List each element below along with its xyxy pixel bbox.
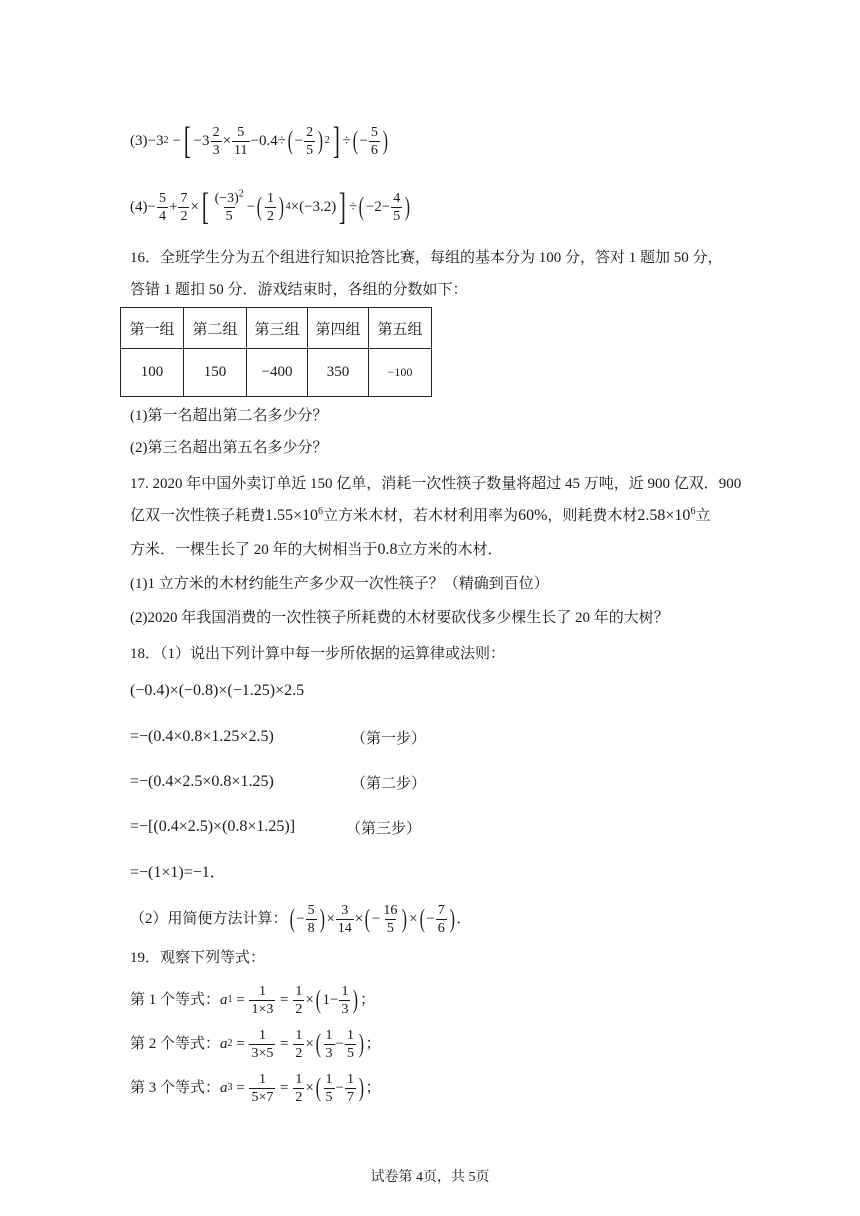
table-cell: −400 [247, 349, 308, 397]
fraction: $\frac{7}{6}$ [437, 902, 445, 936]
fraction: $\frac{2}{5}$ [306, 124, 314, 158]
table-cell: 100 [121, 349, 184, 397]
part-label: (3) [130, 133, 148, 149]
table-cell: 350 [308, 349, 369, 397]
fraction: $\frac{1}{2}$ [266, 190, 274, 224]
fraction: $\frac{16}{5}$ [383, 902, 398, 936]
fraction: $\frac{(-3)^2}{5}$ [214, 187, 244, 224]
q15-part4-expression: (4) − $\frac{5}{4}$ + $\frac{7}{2}$ × [ $\frac{(-3)^2}{5}$ − ( $\frac{1}{2}$ ) 4 ×(−3.2) ] ÷ ( −2− $\frac{4}{5}$ ) [130, 186, 411, 228]
table-header-cell: 第四组 [308, 308, 369, 349]
scores-table [120, 307, 432, 397]
fraction: $\frac{1}{2}$ [295, 983, 303, 1017]
q18-step1: =−(0.4×0.8×1.25×2.5) [130, 728, 274, 745]
fraction: $\frac{1}{3\times 5}$ [251, 1027, 274, 1061]
q18-step2: =−(0.4×2.5×0.8×1.25) [130, 773, 274, 790]
q17-text-line2: 亿双一次性筷子耗费$1.55\times 10^6$立方米木材，若木材利用率为60%，则耗费木材$2.58\times 10^6$立 [130, 506, 711, 524]
q19-equation-3: 第 3 个等式： a 3 = $\frac{1}{5\times 7}$ = $\frac{1}{2}$ × ( $\frac{1}{5}$ − $\frac{1}{7}$ ) ； [130, 1071, 381, 1105]
q17-sub2: (2)2020 年我国消费的一次性筷子所耗费的木材要砍伐多少棵生长了 20 年的大树？ [130, 610, 669, 626]
q18-part2-label: （2）用简便方法计算： [130, 911, 288, 927]
q17-text-line1: 17. 2020 年中国外卖订单近 150 亿单，消耗一次性筷子数量将超过 45 万吨，近 900 亿双．900 [130, 476, 742, 492]
right-bracket: ] [332, 120, 340, 162]
table-header-cell: 第三组 [247, 308, 308, 349]
q16-text-line1: 16．全班学生分为五个组进行知识抢答比赛，每组的基本分为 100 分，答对 1 题加 50 分， [130, 250, 723, 266]
fraction: $\frac{1}{2}$ [295, 1071, 303, 1105]
q18-step3-note: （第三步） [346, 821, 422, 837]
fraction: $\frac{5}{8}$ [307, 902, 315, 936]
table-header-cell: 第五组 [369, 308, 432, 349]
q18-step1-note: （第一步） [351, 731, 427, 747]
left-bracket: [ [183, 120, 191, 162]
table-header-cell: 第二组 [184, 308, 247, 349]
fraction: $\frac{1}{3}$ [341, 983, 349, 1017]
q19-equation-2: 第 2 个等式： a 2 = $\frac{1}{3\times 5}$ = $\frac{1}{2}$ × ( $\frac{1}{3}$ − $\frac{1}{5}$ ) ； [130, 1027, 381, 1061]
part-label: (4) [130, 199, 148, 215]
fraction: $\frac{3}{14}$ [337, 902, 352, 936]
fraction: $\frac{5}{4}$ [158, 190, 166, 224]
q18-intro: 18．（1）说出下列计算中每一步所依据的运算律或法则： [130, 646, 506, 662]
table-cell: 150 [184, 349, 247, 397]
q19-intro: 19．观察下列等式： [130, 950, 266, 966]
q16-text-line2: 答错 1 题扣 50 分．游戏结束时，各组的分数如下： [130, 282, 468, 298]
table-header-row [121, 308, 432, 349]
q16-sub2: (2)第三名超出第五名多少分？ [130, 440, 328, 456]
table-cell: −100 [369, 349, 432, 397]
fraction: $\frac{7}{2}$ [180, 190, 188, 224]
q18-step4: =−(1×1)=−1． [130, 864, 226, 881]
q18-step2-note: （第二步） [351, 776, 427, 792]
q18-step3: =−[(0.4×2.5)×(0.8×1.25)] [130, 818, 296, 835]
fraction: $\frac{1}{2}$ [295, 1027, 303, 1061]
q15-part3-expression: (3) −3 2 − [ −3 $\frac{2}{3}$ × $\frac{5}{11}$ −0.4÷ ( − $\frac{2}{5}$ ) 2 ] ÷ ( − $\frac{5}{6}$ ) [130, 120, 388, 162]
q17-sub1: (1)1 立方米的木材约能生产多少双一次性筷子？（精确到百位） [130, 576, 549, 592]
q18-part2: （2）用简便方法计算： ( − $\frac{5}{8}$ ) × $\frac{3}{14}$ × ( − $\frac{16}{5}$ ) × ( − $\frac{7}{6}$ ) ． [130, 902, 472, 936]
fraction: $\frac{1}{5}$ [325, 1071, 333, 1105]
left-bracket: [ [201, 186, 209, 228]
fraction: $\frac{1}{1\times 3}$ [251, 983, 274, 1017]
right-bracket: ] [339, 186, 347, 228]
page-footer: 试卷第 4页，共 5页 [370, 1170, 490, 1185]
q17-text-line3: 方米．一棵生长了 20 年的大树相当于0.8立方米的木材． [130, 541, 503, 558]
fraction: $\frac{4}{5}$ [393, 190, 401, 224]
fraction: $\frac{1}{3}$ [325, 1027, 333, 1061]
fraction: $\frac{1}{5}$ [346, 1027, 354, 1061]
table-row [121, 349, 432, 397]
fraction: $\frac{1}{5\times 7}$ [251, 1071, 274, 1105]
fraction: $\frac{2}{3}$ [212, 124, 220, 158]
fraction: $\frac{1}{7}$ [346, 1071, 354, 1105]
fraction: $\frac{5}{6}$ [370, 124, 378, 158]
q19-equation-1: 第 1 个等式： a 1 = $\frac{1}{1\times 3}$ = $\frac{1}{2}$ × ( 1− $\frac{1}{3}$ ) ； [130, 983, 376, 1017]
q16-sub1: (1)第一名超出第二名多少分？ [130, 408, 328, 424]
fraction: $\frac{5}{11}$ [234, 124, 248, 158]
q18-step0: (−0.4)×(−0.8)×(−1.25)×2.5 [130, 682, 305, 699]
table-header-cell: 第一组 [121, 308, 184, 349]
